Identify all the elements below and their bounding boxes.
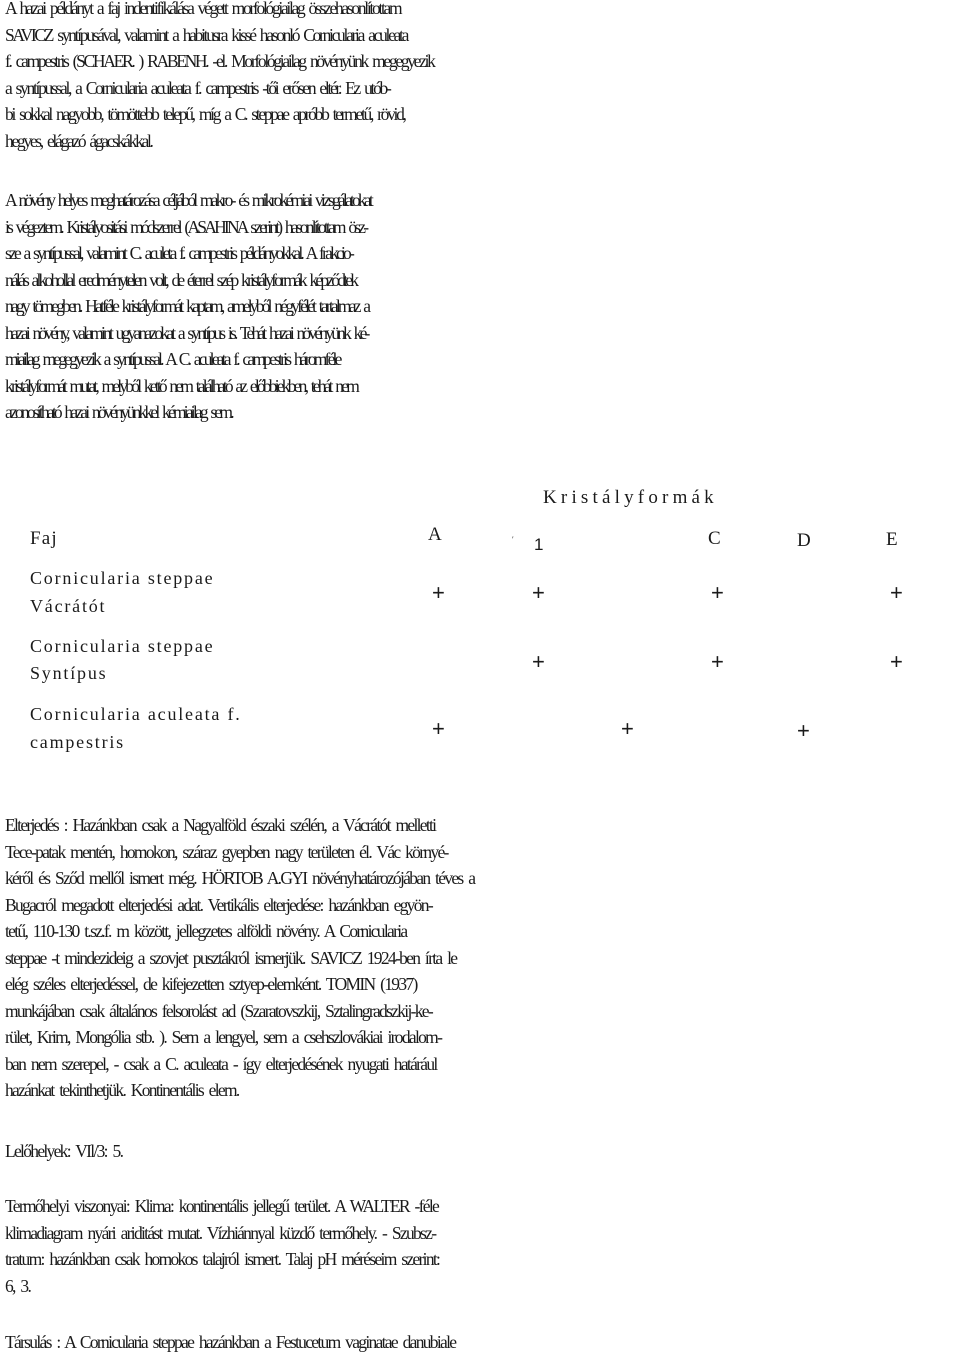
column-header-e: E [886,529,899,550]
paragraph-habitat [5,1193,955,1299]
text-line: bi sokkal nagyobb, tömöttebb telepű, míg a C. steppae apróbb termetű, rövid, [5,104,405,124]
table-row-locality: Vácrátót [30,596,107,616]
text-line: Bugacról megadott elterjedési adat. Vertikális elterjedése: hazánkban egyön- [5,894,432,915]
text-line: Lelőhelyek: VIl/3: 5. [5,1141,123,1161]
text-line: A növény helyes meghatározása céljából makro- és mikrokémiai vizsgálatokat [5,190,371,210]
paragraph-localities [5,1138,955,1165]
presence-mark: + [532,649,545,674]
text-line: klimadiagram nyári ariditást mutat. Vízhiánnyal küzdő termőhely. - Szubsz- [5,1222,436,1243]
paragraph-chemistry [5,187,955,426]
presence-mark: + [890,649,903,674]
text-line: SAVICZ syntípusával, valamint a habitusra kissé hasonló Cornicularia aculeata [5,24,408,45]
presence-mark: + [532,580,545,605]
table-group-header: Kristályformák [543,487,718,508]
text-line: rület, Krim, Mongólia stb. ). Sem a lengyel, sem a csehszlovákiai irodalom- [5,1027,442,1047]
paragraph-distribution [5,812,955,1104]
paragraph-morphology [5,0,955,154]
text-line: munkájában csak általános felsorolást ad (Szaratovszkij, Sztalingradszkij-ke- [5,1000,432,1021]
text-line: A hazai példányt a faj indentifikálása végett morfológiailag összehasonlítottam [5,0,401,18]
text-line: ban nem szerepel, - csak a C. aculeata - így elterjedésének nyugati határául [5,1053,437,1074]
text-line: is végeztem. Kristályositási módszerrel (ASAHINA szerint) hasonlítottam ösz- [5,216,367,237]
text-line: hegyes, elágazó ágacskákkal. [5,130,152,151]
table-row-species: Cornicularia steppae [30,568,215,588]
text-line: sze a syntípussal, valamint C. aculeta f. campestris példányokkal. A frakcio- [5,243,353,263]
text-line: hazánkat tekinthetjük. Kontinentális elem. [5,1080,239,1100]
paragraph-association [5,1329,955,1356]
text-line: elég széles elterjedéssel, de kifejezetten sztyep-elemként. TOMIN (1937) [5,974,417,994]
text-line: tetű, 110-130 t.sz.f. m között, jellegzetes alföldi növény. A Cornicularia [5,921,407,941]
text-line: a syntípussal, a Cornicularia aculeata f. campestris -tői erősen eltér. Ez utób- [5,77,390,98]
text-line: f. campestris (SCHAER. ) RABENH. -el. Morfológiailag növényünk megegyezik [5,51,434,71]
presence-mark: + [797,718,810,743]
text-line: Termőhelyi viszonyai: Klima: kontinentális jellegű terület. A WALTER -féle [5,1196,439,1216]
text-line: azonosítható hazai növényünkkel kémiailag sem. [5,402,232,422]
presence-mark: + [890,580,903,605]
column-header-a: A [428,524,443,545]
text-line: kristályformát mutat, melyből kettő nem található az előbbiekben, tehát nem [5,375,358,396]
text-line: 6, 3. [5,1275,31,1296]
presence-mark: + [711,649,724,674]
presence-mark: + [432,580,445,605]
column-header-c: C [708,528,722,549]
text-line: Tece-patak mentén, homokon, száraz gyepben nagy területen él. Vác környé- [5,841,448,862]
table-row-species: Cornicularia aculeata f. [30,704,242,724]
text-line: Társulás : A Cornicularia steppae hazánkban a Festucetum vaginatae danubiale [5,1332,456,1352]
text-line: nálás alkohollal eredménytelen volt, de éterrel szép kristályformák képződtek [5,269,357,290]
print-artifact: ′ [512,535,514,544]
text-line: nagy tömegben. Hatféle kristályformát kaptam, amelyből négyfélét tartalmaz a [5,296,369,316]
text-line: steppae -t mindezideig a szovjet pusztákról ismerjük. SAVICZ 1924-ben írta le [5,947,457,968]
text-line: hazai növény, valamint ugyanazokat a syntípus is. Tehát hazai növényünk ké- [5,322,368,343]
column-header-d: D [797,530,812,551]
table-row-species: Cornicularia steppae [30,636,215,656]
text-line: Elterjedés : Hazánkban csak a Nagyalföld északi szélén, a Vácrátót melletti [5,815,436,835]
text-line: kéről és Sződ mellől ismert még. HÖRTOB A.GYI növényhatározójában téves a [5,868,475,888]
presence-mark: + [711,580,724,605]
text-line: tratum: hazánkban csak homokos talajról ismert. Talaj pH méréseim szerint: [5,1249,440,1269]
text-line: miailag megegyezik a syntípussal. A C. aculeata f. campestris háromféle [5,349,340,369]
table-row-locality: Syntípus [30,663,108,683]
column-header-b: 1 [534,535,545,554]
presence-mark: + [432,716,445,741]
presence-mark: + [621,716,634,741]
column-header-faj: Faj [30,528,58,549]
table-row-locality: campestris [30,732,125,752]
